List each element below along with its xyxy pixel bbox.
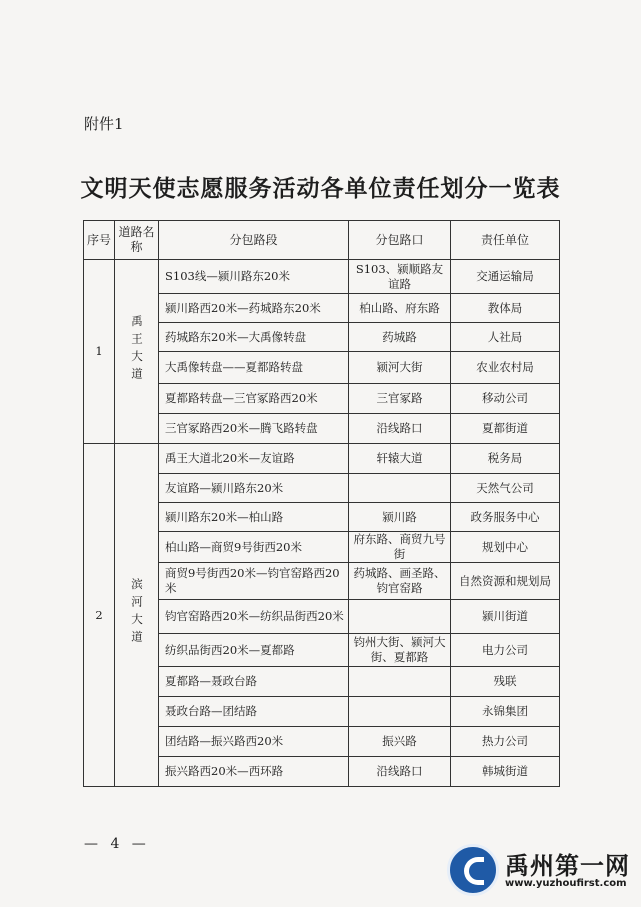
unit-cell: 人社局 [451,323,560,352]
header-unit: 责任单位 [451,221,560,260]
unit-cell: 自然资源和规划局 [451,563,560,600]
table-body [84,260,560,787]
road-name-cell [115,444,159,787]
road-name-cell [115,260,159,444]
crossing-cell [349,600,451,634]
segment-cell: 颍川路西20米—药城路东20米 [159,294,349,323]
segment-cell: 纺织品街西20米—夏都路 [159,634,349,667]
crossing-cell: 药城路 [349,323,451,352]
unit-cell: 颍川街道 [451,600,560,634]
segment-cell: 柏山路—商贸9号街西20米 [159,532,349,563]
segment-cell: S103线—颍川路东20米 [159,260,349,294]
unit-cell: 农业农村局 [451,352,560,384]
segment-cell: 夏都路—聂政台路 [159,667,349,697]
table-header-row [84,221,560,260]
responsibility-table [83,220,560,787]
unit-cell: 教体局 [451,294,560,323]
segment-cell: 钧官窑路西20米—纺织品街西20米 [159,600,349,634]
header-no: 序号 [84,221,115,260]
road-name: 禹王大道 [130,314,144,385]
unit-cell: 规划中心 [451,532,560,563]
table-row [84,260,560,294]
unit-cell: 电力公司 [451,634,560,667]
crossing-cell: 颍川路 [349,503,451,532]
unit-cell: 交通运输局 [451,260,560,294]
crossing-cell: S103、颍顺路友谊路 [349,260,451,294]
crossing-cell: 药城路、画圣路、钧官窑路 [349,563,451,600]
crossing-cell: 三官冢路 [349,384,451,414]
unit-cell: 天然气公司 [451,474,560,503]
unit-cell: 残联 [451,667,560,697]
segment-cell: 颍川路东20米—柏山路 [159,503,349,532]
crossing-cell: 府东路、商贸九号街 [349,532,451,563]
logo-emblem-icon [447,844,499,896]
logo-url: www.yuzhoufirst.com [505,878,627,889]
segment-cell: 禹王大道北20米—友谊路 [159,444,349,474]
segment-cell: 大禹像转盘——夏都路转盘 [159,352,349,384]
crossing-cell [349,697,451,727]
unit-cell: 移动公司 [451,384,560,414]
crossing-cell: 沿线路口 [349,757,451,787]
crossing-cell: 轩辕大道 [349,444,451,474]
page-number: — 4 — [84,836,150,852]
segment-cell: 夏都路转盘—三官冢路西20米 [159,384,349,414]
table-row [84,444,560,474]
segment-cell: 商贸9号街西20米—钧官窑路西20米 [159,563,349,600]
unit-cell: 税务局 [451,444,560,474]
crossing-cell: 钧州大街、颍河大街、夏都路 [349,634,451,667]
row-number: 1 [84,260,115,444]
road-name: 滨河大道 [130,578,144,648]
segment-cell: 聂政台路—团结路 [159,697,349,727]
segment-cell: 友谊路—颍川路东20米 [159,474,349,503]
header-road: 道路名称 [115,221,159,260]
unit-cell: 夏都街道 [451,414,560,444]
crossing-cell: 沿线路口 [349,414,451,444]
header-crossing: 分包路口 [349,221,451,260]
crossing-cell: 振兴路 [349,727,451,757]
header-segment: 分包路段 [159,221,349,260]
attachment-label: 附件1 [84,115,124,133]
unit-cell: 热力公司 [451,727,560,757]
crossing-cell [349,474,451,503]
logo-name: 禹州第一网 [505,852,630,880]
page-title: 文明天使志愿服务活动各单位责任划分一览表 [80,175,561,202]
crossing-cell: 颍河大街 [349,352,451,384]
segment-cell: 振兴路西20米—西环路 [159,757,349,787]
crossing-cell [349,667,451,697]
segment-cell: 团结路—振兴路西20米 [159,727,349,757]
row-number: 2 [84,444,115,787]
unit-cell: 政务服务中心 [451,503,560,532]
segment-cell: 药城路东20米—大禹像转盘 [159,323,349,352]
crossing-cell: 柏山路、府东路 [349,294,451,323]
segment-cell: 三官冢路西20米—腾飞路转盘 [159,414,349,444]
unit-cell: 永锦集团 [451,697,560,727]
unit-cell: 韩城街道 [451,757,560,787]
site-watermark-logo [447,842,633,900]
